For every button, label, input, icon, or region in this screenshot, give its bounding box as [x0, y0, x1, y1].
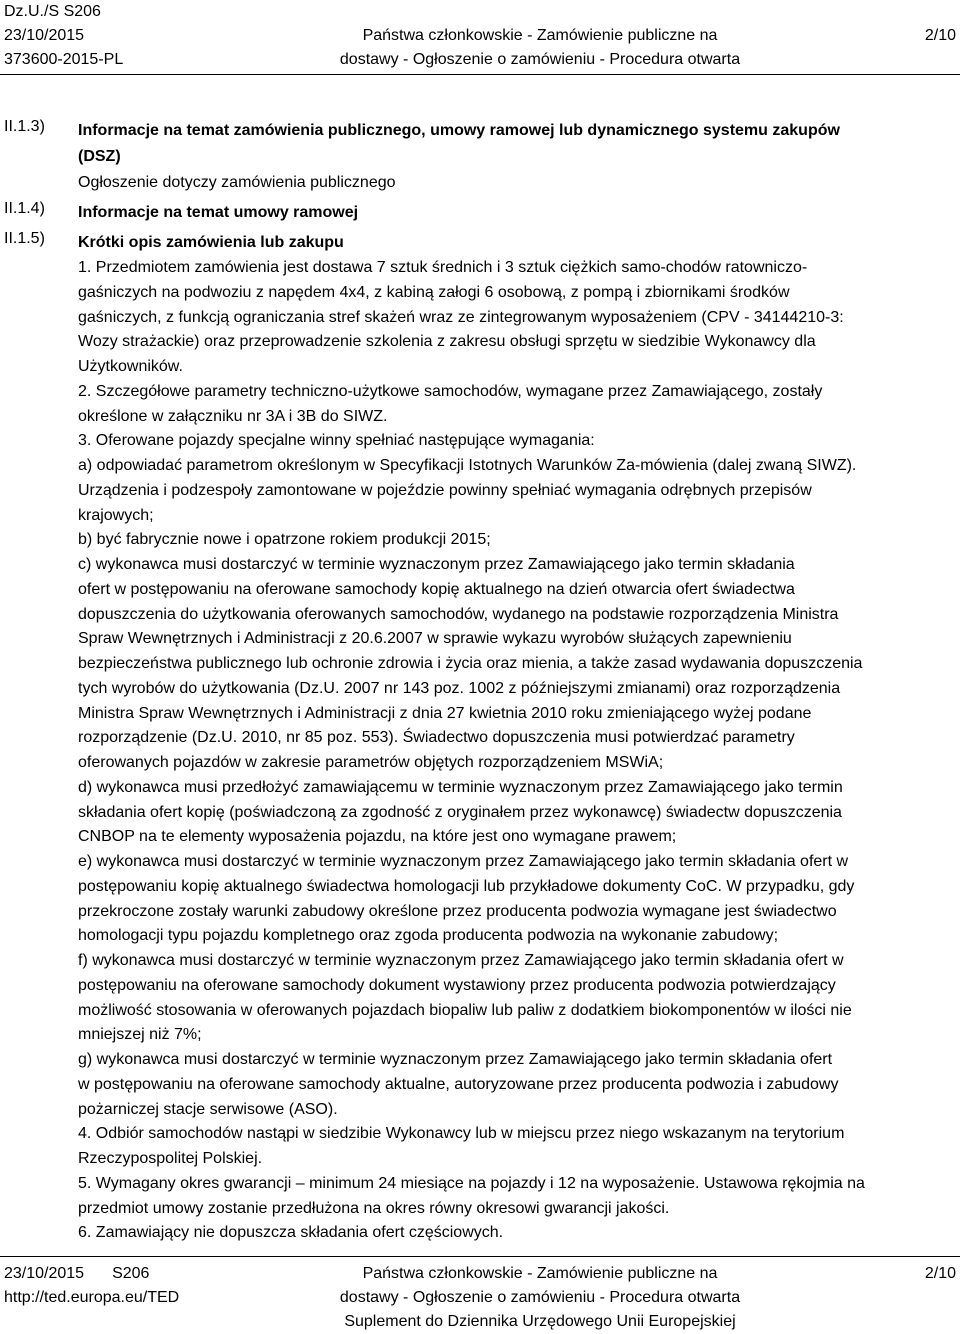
footer-meta: [4, 1262, 179, 1310]
header-journal: Dz.U./S S206: [4, 3, 101, 20]
description-line: oferowanych pojazdów w zakresie parametrów objętych rozporządzeniem MSWiA;: [78, 754, 664, 771]
description-line: 1. Przedmiotem zamówienia jest dostawa 7 sztuk średnich i 3 sztuk ciężkich samo-chodów ratowniczo-: [78, 259, 808, 276]
description-line: 2. Szczegółowe parametry techniczno-użytkowe samochodów, wymagane przez Zamawiającego, zostały: [78, 382, 823, 400]
footer-issue: S206: [112, 1265, 150, 1282]
description-line: 6. Zamawiający nie dopuszcza składania ofert częściowych.: [78, 1224, 504, 1242]
description-line: b) być fabrycznie nowe i opatrzone rokiem produkcji 2015;: [78, 531, 491, 549]
main-content: [78, 118, 956, 1246]
description-line: składania ofert kopię (poświadczoną za zgodność z oryginałem przez wykonawcę) świadectw dopuszczenia: [78, 803, 842, 821]
description-line: f) wykonawca musi dostarczyć w terminie wyznaczonym przez Zamawiającego jako termin składania ofert w: [78, 952, 844, 969]
description-line: homologacji typu pojazdu kompletnego oraz zgoda producenta podwozia na wykonanie zabudowy;: [78, 927, 779, 945]
footer-title-line1: Państwa członkowskie - Zamówienie publiczne na: [362, 1265, 718, 1282]
description-line: Użytkowników.: [78, 358, 183, 375]
footer-title-line3: Suplement do Dziennika Urzędowego Unii Europejskiej: [344, 1313, 736, 1330]
description-line: mniejszej niż 7%;: [78, 1026, 202, 1044]
header-doc-id: 373600-2015-PL: [4, 51, 124, 68]
description-line: możliwość stosowania w oferowanych pojazdach biopaliw lub paliw z dodatkiem biokomponentów w ilości nie: [78, 1001, 852, 1019]
description-line: 3. Oferowane pojazdy specjalne winny spełniać następujące wymagania:: [78, 432, 595, 450]
header-divider: [0, 74, 960, 75]
description-line: Wozy strażackie) oraz przeprowadzenie szkolenia z zakresu obsługi sprzętu w siedzibie Wykonawcy dla: [78, 333, 816, 351]
description-line: a) odpowiadać parametrom określonym w Specyfikacji Istotnych Warunków Za-mówienia (dalej zwaną SIWZ).: [78, 457, 857, 474]
footer-url-link[interactable]: http://ted.europa.eu/TED: [4, 1289, 180, 1306]
description-line: gaśniczych, z funkcją ograniczania stref skażeń wraz ze zintegrowanym wyposażeniem (CPV - 34144210-3:: [78, 308, 844, 326]
header-page-number: 2/10: [924, 27, 956, 44]
section-ii-1-3-value: Ogłoszenie dotyczy zamówienia publicznego: [78, 174, 396, 191]
footer-title: [240, 1262, 840, 1334]
section-ii-1-3-title-line1: Informacje na temat zamówienia publicznego, umowy ramowej lub dynamicznego systemu zakupów: [78, 122, 840, 139]
section-number-ii-1-5: II.1.5): [4, 230, 45, 247]
description-line: pożarniczej stacje serwisowe (ASO).: [78, 1100, 338, 1118]
description-line: przekroczone zostały warunki zabudowy określone przez producenta podwozia wymagane jest świadectwo: [78, 902, 837, 920]
description-line: przedmiot umowy zostanie przedłużona na okres równy okresowi gwarancji jakości.: [78, 1199, 670, 1217]
description-line: postępowaniu kopię aktualnego świadectwa homologacji lub przykładowe dokumenty CoC. W przypadku, gdy: [78, 877, 855, 895]
description-line: postępowaniu na oferowane samochody dokument wystawiony przez producenta podwozia potwierdzający: [78, 976, 836, 994]
description-line: rozporządzenie (Dz.U. 2010, nr 85 poz. 553). Świadectwo dopuszczenia musi potwierdzać parametry: [78, 729, 795, 747]
description-line: e) wykonawca musi dostarczyć w terminie wyznaczonym przez Zamawiającego jako termin składania ofert w: [78, 853, 849, 870]
header-title-line2: dostawy - Ogłoszenie o zamówieniu - Procedura otwarta: [339, 51, 741, 68]
description-line: d) wykonawca musi przedłożyć zamawiającemu w terminie wyznaczonym przez Zamawiającego jako termin: [78, 778, 843, 796]
description-line: Ministra Spraw Wewnętrznych i Administracji z dnia 27 kwietnia 2010 roku zmieniającego wyżej podane: [78, 704, 812, 722]
footer-page-number: 2/10: [924, 1265, 956, 1282]
section-number-ii-1-4: II.1.4): [4, 200, 45, 217]
description-line: 4. Odbiór samochodów nastąpi w siedzibie Wykonawcy lub w miejscu przez niego wskazanym na terytorium: [78, 1125, 845, 1143]
description-line: bezpieczeństwa publicznego lub ochronie zdrowia i życia oraz mienia, a także zasad wydawania dopuszczenia: [78, 655, 863, 672]
description-line: c) wykonawca musi dostarczyć w terminie wyznaczonym przez Zamawiającego jako termin składania: [78, 556, 795, 573]
description-line: krajowych;: [78, 506, 154, 524]
section-ii-1-3-title-line2: (DSZ): [78, 148, 121, 165]
description-line: w postępowaniu na oferowane samochody aktualne, autoryzowane przez producenta podwozia i zabudowy: [78, 1075, 839, 1093]
description-line: CNBOP na te elementy wyposażenia pojazdu, na które jest ono wymagane prawem;: [78, 828, 677, 846]
description-line: g) wykonawca musi dostarczyć w terminie wyznaczonym przez Zamawiającego jako termin składania ofert: [78, 1051, 833, 1068]
description-line: gaśniczych na podwoziu z napędem 4x4, z kabiną załogi 6 osobową, z pompą i zbiornikami środków: [78, 283, 790, 301]
page-header: [0, 0, 960, 72]
description-line: ofert w postępowaniu na oferowane samochody kopię aktualnego na dzień otwarcia ofert świadectwa: [78, 580, 795, 598]
header-title: [240, 0, 840, 72]
page-footer: [0, 1262, 960, 1334]
description-line: 5. Wymagany okres gwarancji – minimum 24 miesiące na pojazdy i 12 na wyposażenie. Ustawowa rękojmia na: [78, 1174, 865, 1192]
description-line: Urządzenia i podzespoły zamontowane w pojeździe powinny spełniać wymagania odrębnych przepisów: [78, 481, 812, 499]
footer-date: 23/10/2015: [4, 1265, 85, 1282]
section-ii-1-4-title: Informacje na temat umowy ramowej: [78, 204, 359, 221]
description-body: [78, 256, 956, 1246]
description-line: Rzeczypospolitej Polskiej.: [78, 1150, 263, 1167]
header-date: 23/10/2015: [4, 27, 85, 44]
footer-divider: [0, 1256, 960, 1257]
section-number-ii-1-3: II.1.3): [4, 118, 45, 135]
header-title-line1: Państwa członkowskie - Zamówienie publiczne na: [362, 27, 718, 44]
footer-title-line2: dostawy - Ogłoszenie o zamówieniu - Procedura otwarta: [339, 1289, 741, 1306]
header-meta: [4, 0, 123, 72]
description-line: tych wyrobów do użytkowania (Dz.U. 2007 nr 143 poz. 1002 z późniejszymi zmianami) oraz rozporządzenia: [78, 679, 841, 697]
section-ii-1-5-title: Krótki opis zamówienia lub zakupu: [78, 234, 344, 251]
description-line: Spraw Wewnętrznych i Administracji z 20.6.2007 w sprawie wykazu wyrobów służących zapewnieniu: [78, 630, 792, 648]
description-line: dopuszczenia do użytkowania oferowanych samochodów, wydanego na podstawie rozporządzenia Ministra: [78, 605, 839, 623]
description-line: określone w załączniku nr 3A i 3B do SIWZ.: [78, 407, 388, 425]
